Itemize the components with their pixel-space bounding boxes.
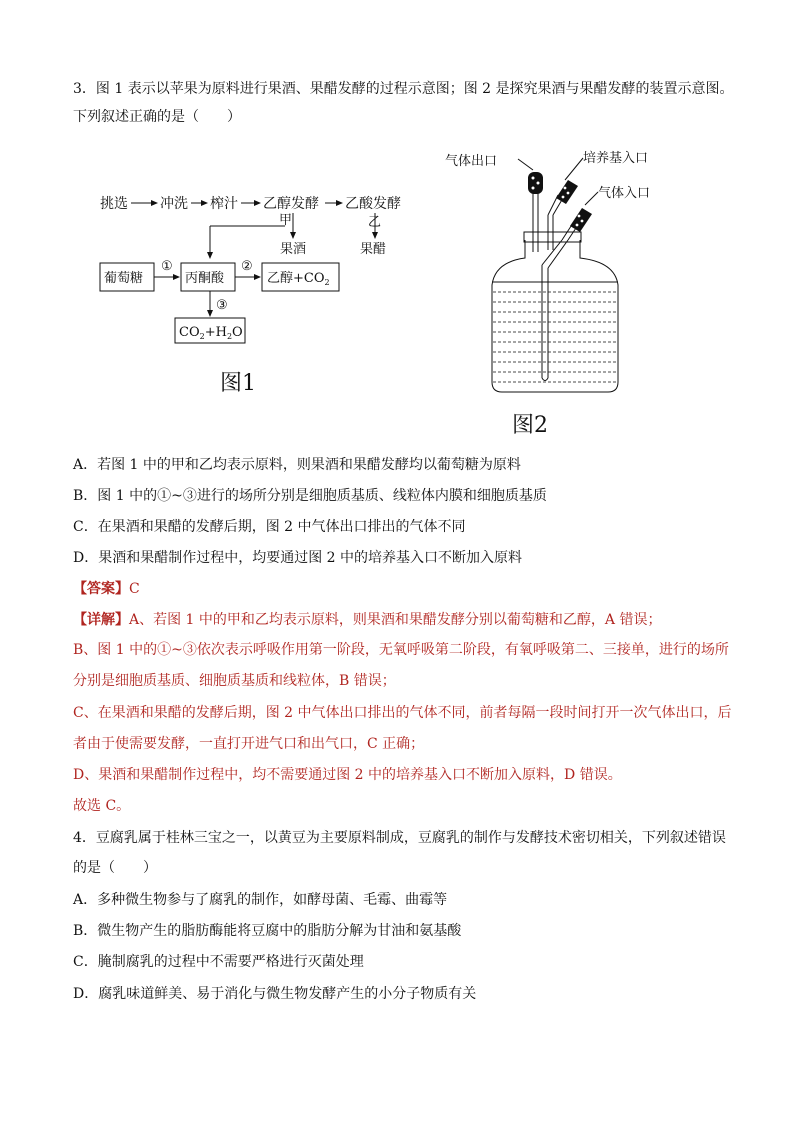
box-pyruvate: 丙酮酸 — [185, 271, 225, 286]
figure-1-diagram — [95, 178, 401, 403]
q3-detail-line4: C、在果酒和果醋的发酵后期，图 2 中气体出口排出的气体不同，前者每隔一段时间打开一次气体出口，后 — [73, 705, 732, 721]
q4-option-c: C．腌制腐乳的过程中不需要严格进行灭菌处理 — [73, 954, 364, 970]
q3-stem-line2: 下列叙述正确的是（ ） — [73, 109, 241, 125]
label-gas-outlet: 气体出口 — [445, 154, 498, 169]
step-number-1: ① — [161, 259, 173, 274]
q3-detail-line2: B、图 1 中的①~③依次表示呼吸作用第一阶段，无氧呼吸第二阶段，有氧呼吸第二、三接单，进行的场所 — [73, 642, 729, 658]
gas-inlet-clamp — [570, 208, 592, 232]
q3-detail-line1: 【详解】A、若图 1 中的甲和乙均表示原料，则果酒和果醋发酵分别以葡萄糖和乙醇，A 错误； — [73, 612, 662, 628]
box-co2-h2o: $CO_2+H_2O$ — [179, 325, 243, 341]
q3-answer — [73, 579, 140, 599]
step-select: 挑选 — [100, 196, 128, 212]
q3-option-a: A．若图 1 中的甲和乙均表示原料，则果酒和果醋发酵均以葡萄糖为原料 — [73, 457, 521, 473]
q3-conclusion: 故选 C。 — [73, 798, 131, 814]
box-glucose: 葡萄糖 — [104, 271, 144, 286]
step-number-3: ③ — [216, 298, 228, 313]
figure-2-apparatus — [440, 140, 670, 445]
q3-detail-line3: 分别是细胞质基质、细胞质基质和线粒体，B 错误； — [73, 673, 396, 689]
step-number-2: ② — [241, 259, 253, 274]
label-jia: 甲 — [279, 213, 293, 228]
label-yi: 乙 — [368, 215, 382, 230]
q4-option-d: D．腐乳味道鲜美、易于消化与微生物发酵产生的小分子物质有关 — [73, 986, 477, 1002]
q3-detail-line5: 者由于使需要发酵，一直打开进气口和出气口，C 正确； — [73, 736, 425, 752]
detail-label: 【详解】 — [73, 612, 129, 628]
q3-option-c: C．在果酒和果醋的发酵后期，图 2 中气体出口排出的气体不同 — [73, 519, 466, 535]
medium-inlet-clamp — [556, 180, 578, 204]
step-wash: 冲洗 — [160, 196, 188, 212]
q3-stem-line1: 3．图 1 表示以苹果为原料进行果酒、果醋发酵的过程示意图；图 2 是探究果酒与果醋发酵的装置示意图。 — [73, 81, 734, 97]
q4-stem-line1: 4．豆腐乳属于桂林三宝之一，以黄豆为主要原料制成，豆腐乳的制作与发酵技术密切相关，下列叙述错误 — [73, 830, 726, 846]
q4-option-b: B．微生物产生的脂肪酶能将豆腐中的脂肪分解为甘油和氨基酸 — [73, 923, 462, 939]
label-fruit-wine: 果酒 — [280, 242, 307, 257]
label-gas-inlet: 气体入口 — [598, 186, 651, 201]
q3-option-b: B．图 1 中的①~③进行的场所分别是细胞质基质、线粒体内膜和细胞质基质 — [73, 488, 547, 504]
q3-option-d: D．果酒和果醋制作过程中，均要通过图 2 中的培养基入口不断加入原料 — [73, 550, 523, 566]
figure-1-caption: 图1 — [220, 371, 256, 396]
step-ethanol-fermentation: 乙醇发酵 — [263, 196, 319, 212]
box-ethanol-co2: 乙醇$+CO_2$ — [267, 271, 330, 287]
q3-detail-line6: D、果酒和果醋制作过程中，均不需要通过图 2 中的培养基入口不断加入原料，D 错误。 — [73, 767, 622, 783]
figure-2-caption: 图2 — [512, 413, 548, 438]
q4-option-a: A．多种微生物参与了腐乳的制作，如酵母菌、毛霉、曲霉等 — [73, 892, 448, 908]
q4-stem-line2: 的是（ ） — [73, 860, 157, 876]
answer-label: 【答案】 — [73, 581, 129, 597]
step-squeeze: 榨汁 — [210, 196, 238, 212]
gas-outlet-clamp — [528, 172, 543, 194]
label-fruit-vinegar: 果醋 — [360, 242, 387, 257]
label-medium-inlet: 培养基入口 — [583, 151, 649, 166]
answer-value: C — [129, 581, 140, 597]
step-acetic-fermentation: 乙酸发酵 — [345, 196, 401, 212]
